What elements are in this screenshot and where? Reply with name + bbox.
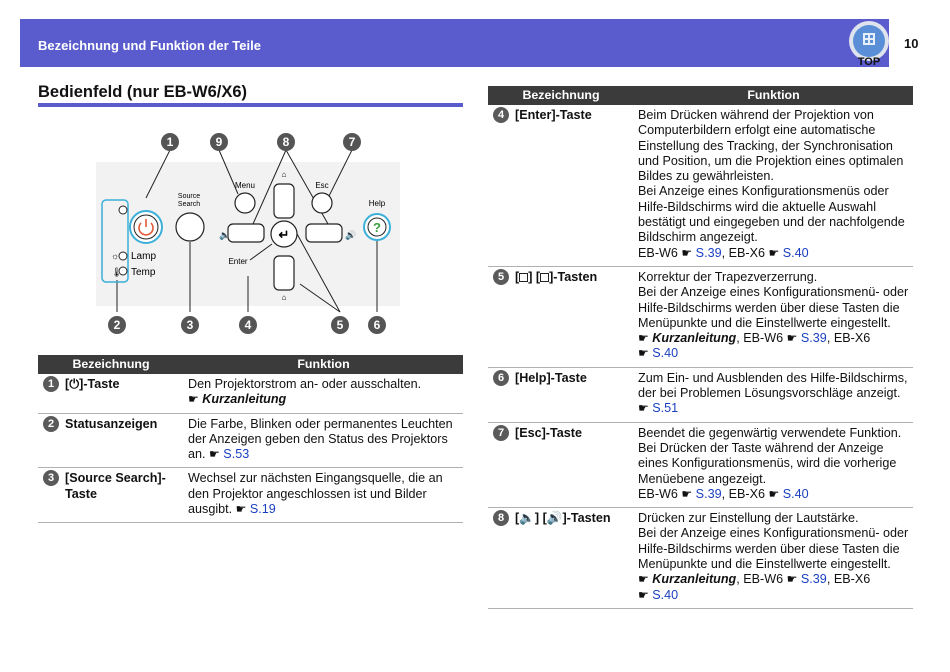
section-underline [38,103,463,107]
svg-text:⌂: ⌂ [281,293,287,302]
row-number-badge: 1 [43,376,59,392]
page-header [20,19,889,67]
row-number-badge: 4 [493,107,509,123]
header-name: Bezeichnung [488,86,634,105]
table-row: 7 [Esc]-Taste Beendet die gegenwärtig verwendete Funktion. Bei Drücken der Taste während der Anzeige eines Konfigurationsmenüs, wird die vorherige Menüebene angezeigt. EB-W6 ☛ S.39, EB-X6 ☛ S.40 [488,422,913,507]
page-reference-link[interactable]: S.40 [782,245,809,260]
hand-pointer-icon: ☛ [786,572,798,587]
esc-label: Esc [315,181,329,190]
row-name: Statusanzeigen [64,413,184,468]
svg-text:?: ? [373,220,381,235]
page-number: 10 [904,36,919,51]
hand-pointer-icon: ☛ [638,572,649,587]
callout-3: 3 [186,318,194,332]
reference-link[interactable]: Kurzanleitung [652,331,737,346]
row-name: -Tasten [553,269,598,284]
page-reference-link[interactable]: S.40 [652,346,679,361]
enter-label: Enter [228,257,248,266]
row-name: [Help]-Taste [514,367,634,422]
page-reference-link[interactable]: S.51 [652,401,679,416]
table-row: 4 [Enter]-Taste Beim Drücken während der Projektion von Computerbildern erfolgt eine automatische Einstellung des Tracking, der Synchronisation und Position, um die Projektion eines optimalen Bildes zu gewährleisten. Bei Anzeige eines Konfigurationsmenüs oder Hilfe-Bildschirms wird die aktuelle Auswahl bestätigt und eingegeben und der nachfolgende Bildschirm angezeigt. EB-W6 ☛ S.39, EB-X6 ☛ S.40 [488,105,913,266]
page-reference-link[interactable]: S.40 [652,587,679,602]
keystone-up-icon [540,273,549,282]
right-parts-table [488,86,913,609]
source-label-1: Source [177,193,201,200]
header-function: Funktion [634,86,913,105]
hand-pointer-icon: ☛ [768,245,780,260]
callout-6: 6 [373,318,381,332]
volume-up-icon: 🔊 [546,511,563,526]
hand-pointer-icon: ☛ [235,502,247,517]
table-row: 8 [🔈] [🔊]-Tasten Drücken zur Einstellung der Lautstärke. Bei der Anzeige eines Konfigurationsmenü- oder Hilfe-Bildschirms werden über diese Tasten die Menüpunkte und die Einstellwerte eingestellt. ☛ Kurzanleitung, EB-W6 ☛ S.39, EB-X6 ☛ S.40 [488,508,913,609]
row-name: -Tasten [566,511,611,526]
source-label-2: Search [177,201,201,208]
section-title: Bedienfeld (nur EB-W6/X6) [38,83,248,101]
page-reference-link[interactable]: S.40 [782,486,809,501]
table-header-row [38,355,463,374]
page-reference-link[interactable]: S.39 [695,245,722,260]
page-reference-link[interactable]: S.39 [695,486,722,501]
row-number-badge: 3 [43,470,59,486]
callout-7: 7 [348,135,356,149]
lamp-label: Lamp [131,251,157,262]
svg-text:🔈: 🔈 [219,230,231,240]
callout-2: 2 [113,318,121,332]
temp-label: Temp [131,267,156,278]
table-header-row [488,86,913,105]
hand-pointer-icon: ☛ [638,587,649,602]
header-title: Bezeichnung und Funktion der Teile [38,38,261,53]
row-number-badge: 7 [493,425,509,441]
row-number-badge: 5 [493,269,509,285]
svg-text:🔊: 🔊 [345,230,357,240]
volume-down-icon: 🔈 [519,511,535,526]
row-name: [Source Search]-Taste [64,468,184,523]
svg-text:🌡: 🌡 [111,267,123,277]
page-reference-link[interactable]: S.19 [249,502,276,517]
row-number-badge: 8 [493,510,509,526]
callout-8: 8 [282,135,290,149]
hand-pointer-icon: ☛ [786,331,798,346]
page-reference-link[interactable]: S.53 [223,447,250,462]
left-parts-table [38,355,463,523]
reference-link[interactable]: Kurzanleitung [202,392,287,407]
header-name: Bezeichnung [38,355,184,374]
callout-5: 5 [336,318,344,332]
table-row: 3 [Source Search]-Taste Wechsel zur nächsten Eingangsquelle, die an den Projektor angeschlossen ist und Bilder ausgibt. ☛ S.19 [38,468,463,523]
top-label: TOP [857,56,881,67]
hand-pointer-icon: ☛ [681,486,693,501]
hand-pointer-icon: ☛ [638,331,649,346]
header-function: Funktion [184,355,463,374]
top-link-icon[interactable] [848,19,890,67]
help-label: Help [368,199,386,208]
hand-pointer-icon: ☛ [638,346,649,361]
page-reference-link[interactable]: S.39 [800,572,827,587]
table-row: 6 [Help]-Taste Zum Ein- und Ausblenden des Hilfe-Bildschirms, der bei Problemen Lösungsvorschläge anzeigt. ☛ S.51 [488,367,913,422]
svg-text:☼: ☼ [111,251,120,261]
row-name: [⏻]-Taste [64,374,184,413]
row-number-badge: 2 [43,416,59,432]
hand-pointer-icon: ☛ [681,245,693,260]
table-row: 1 [⏻]-Taste Den Projektorstrom an- oder ausschalten. ☛ Kurzanleitung [38,374,463,413]
table-row: 5 [ ] [ ]-Tasten Korrektur der Trapezverzerrung. Bei der Anzeige eines Konfigurationsmenü- oder Hilfe-Bildschirms werden über diese Tasten die Menüpunkte und die Einstellwerte eingestellt. ☛ Kurzanleitung, EB-W6 ☛ S.39, EB-X6 ☛ S.40 [488,266,913,367]
page-reference-link[interactable]: S.39 [800,331,827,346]
callout-1: 1 [166,135,174,149]
control-panel-diagram [38,128,463,338]
reference-link[interactable]: Kurzanleitung [652,572,737,587]
hand-pointer-icon: ☛ [638,401,649,416]
table-row: 2 Statusanzeigen Die Farbe, Blinken oder permanentes Leuchten der Anzeigen geben den Status des Projektors an. ☛ S.53 [38,413,463,468]
hand-pointer-icon: ☛ [188,392,199,407]
svg-text:↵: ↵ [278,227,290,242]
row-name: [Enter]-Taste [514,105,634,266]
keystone-down-icon [519,273,528,282]
row-name: [Esc]-Taste [514,422,634,507]
callout-4: 4 [244,318,252,332]
hand-pointer-icon: ☛ [768,486,780,501]
svg-text:⌂: ⌂ [281,170,287,179]
hand-pointer-icon: ☛ [209,447,220,462]
menu-label: Menu [234,181,256,190]
callout-9: 9 [215,135,223,149]
row-number-badge: 6 [493,370,509,386]
